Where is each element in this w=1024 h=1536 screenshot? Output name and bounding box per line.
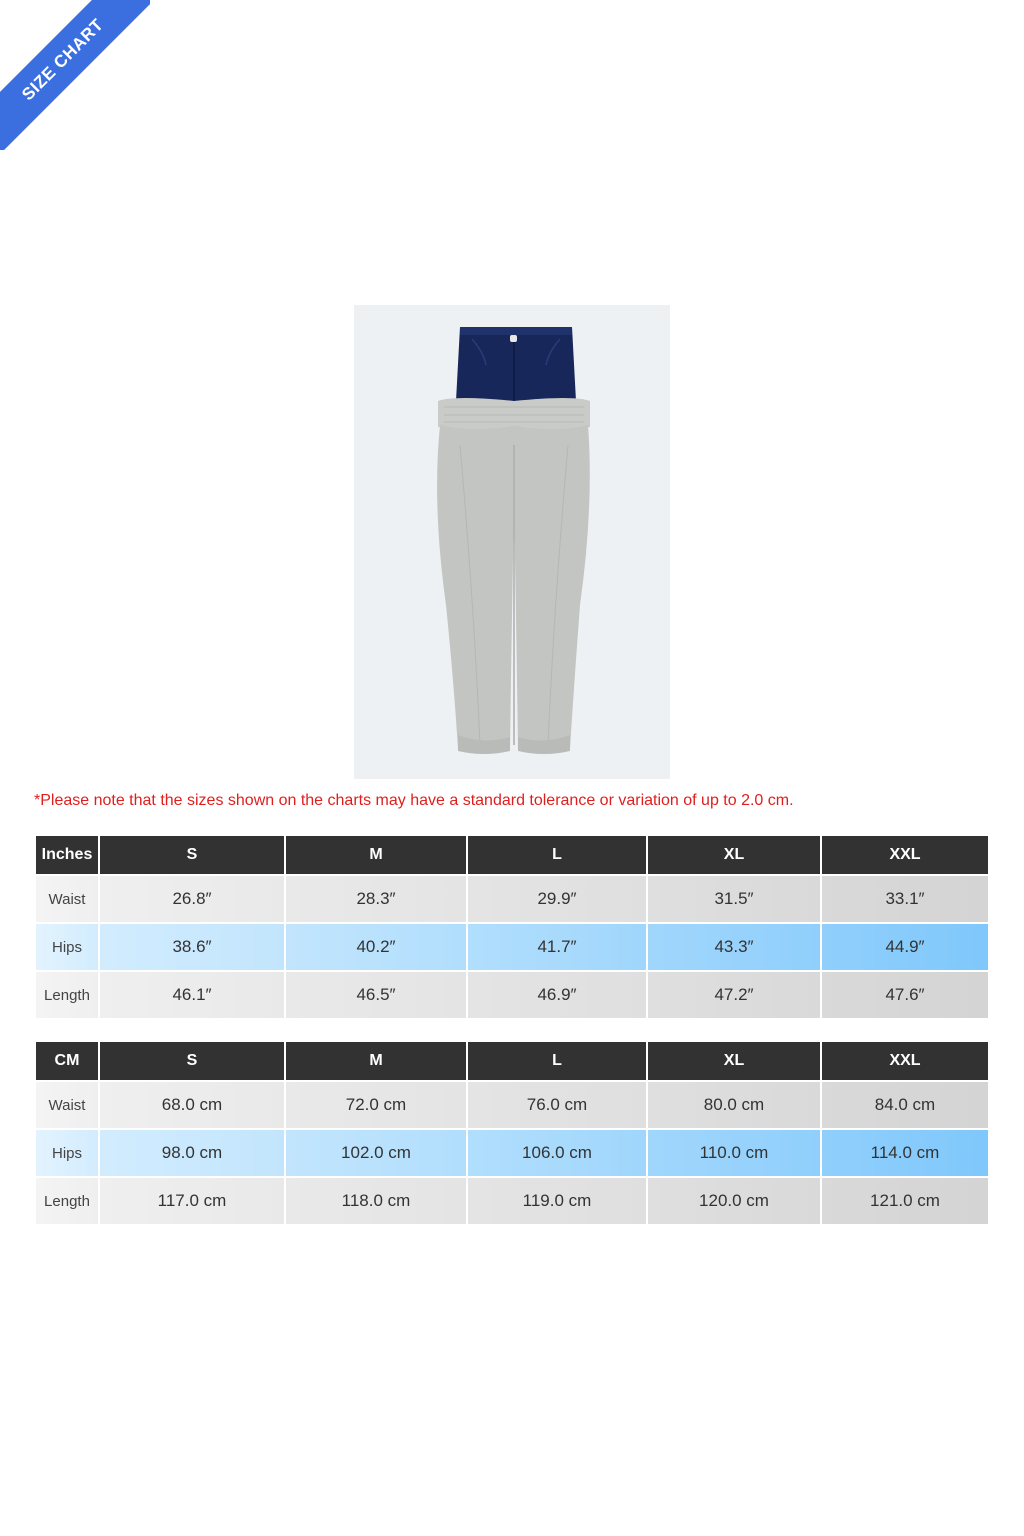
table-cell: 117.0 cm	[100, 1178, 284, 1224]
row-label: Hips	[36, 924, 98, 970]
size-header-l: L	[468, 1042, 646, 1080]
size-header-s: S	[100, 836, 284, 874]
table-row	[36, 1130, 988, 1176]
row-label: Waist	[36, 876, 98, 922]
table-cell: 119.0 cm	[468, 1178, 646, 1224]
row-label: Length	[36, 1178, 98, 1224]
table-cell: 46.1″	[100, 972, 284, 1018]
table-cell: 46.5″	[286, 972, 466, 1018]
size-chart-badge	[0, 0, 150, 150]
table-cell: 121.0 cm	[822, 1178, 988, 1224]
table-cell: 38.6″	[100, 924, 284, 970]
table-header-row	[36, 836, 988, 874]
table-cell: 47.2″	[648, 972, 820, 1018]
table-cell: 106.0 cm	[468, 1130, 646, 1176]
unit-header: Inches	[36, 836, 98, 874]
unit-header: CM	[36, 1042, 98, 1080]
table-cell: 40.2″	[286, 924, 466, 970]
inches-size-table	[34, 834, 990, 1020]
table-cell: 47.6″	[822, 972, 988, 1018]
size-chart-badge-label: SIZE CHART	[0, 0, 150, 150]
table-cell: 46.9″	[468, 972, 646, 1018]
size-header-m: M	[286, 1042, 466, 1080]
table-header-row	[36, 1042, 988, 1080]
size-header-xl: XL	[648, 836, 820, 874]
table-cell: 68.0 cm	[100, 1082, 284, 1128]
product-photo	[354, 305, 670, 779]
size-header-xxl: XXL	[822, 1042, 988, 1080]
table-cell: 44.9″	[822, 924, 988, 970]
table-cell: 102.0 cm	[286, 1130, 466, 1176]
table-row	[36, 924, 988, 970]
table-cell: 118.0 cm	[286, 1178, 466, 1224]
row-label: Hips	[36, 1130, 98, 1176]
table-cell: 72.0 cm	[286, 1082, 466, 1128]
table-cell: 80.0 cm	[648, 1082, 820, 1128]
table-cell: 84.0 cm	[822, 1082, 988, 1128]
tolerance-note: *Please note that the sizes shown on the charts may have a standard tolerance or variation of up to 2.0 cm.	[34, 792, 794, 809]
table-row	[36, 972, 988, 1018]
table-cell: 28.3″	[286, 876, 466, 922]
table-cell: 26.8″	[100, 876, 284, 922]
size-header-xl: XL	[648, 1042, 820, 1080]
table-cell: 33.1″	[822, 876, 988, 922]
table-cell: 31.5″	[648, 876, 820, 922]
table-cell: 110.0 cm	[648, 1130, 820, 1176]
table-row	[36, 1178, 988, 1224]
table-cell: 76.0 cm	[468, 1082, 646, 1128]
size-header-m: M	[286, 836, 466, 874]
table-row	[36, 1082, 988, 1128]
size-header-s: S	[100, 1042, 284, 1080]
size-header-xxl: XXL	[822, 836, 988, 874]
cm-size-table	[34, 1040, 990, 1226]
table-cell: 120.0 cm	[648, 1178, 820, 1224]
table-cell: 41.7″	[468, 924, 646, 970]
size-header-l: L	[468, 836, 646, 874]
pants-illustration	[354, 305, 670, 779]
table-cell: 114.0 cm	[822, 1130, 988, 1176]
table-cell: 43.3″	[648, 924, 820, 970]
row-label: Waist	[36, 1082, 98, 1128]
row-label: Length	[36, 972, 98, 1018]
table-cell: 29.9″	[468, 876, 646, 922]
table-cell: 98.0 cm	[100, 1130, 284, 1176]
table-row	[36, 876, 988, 922]
